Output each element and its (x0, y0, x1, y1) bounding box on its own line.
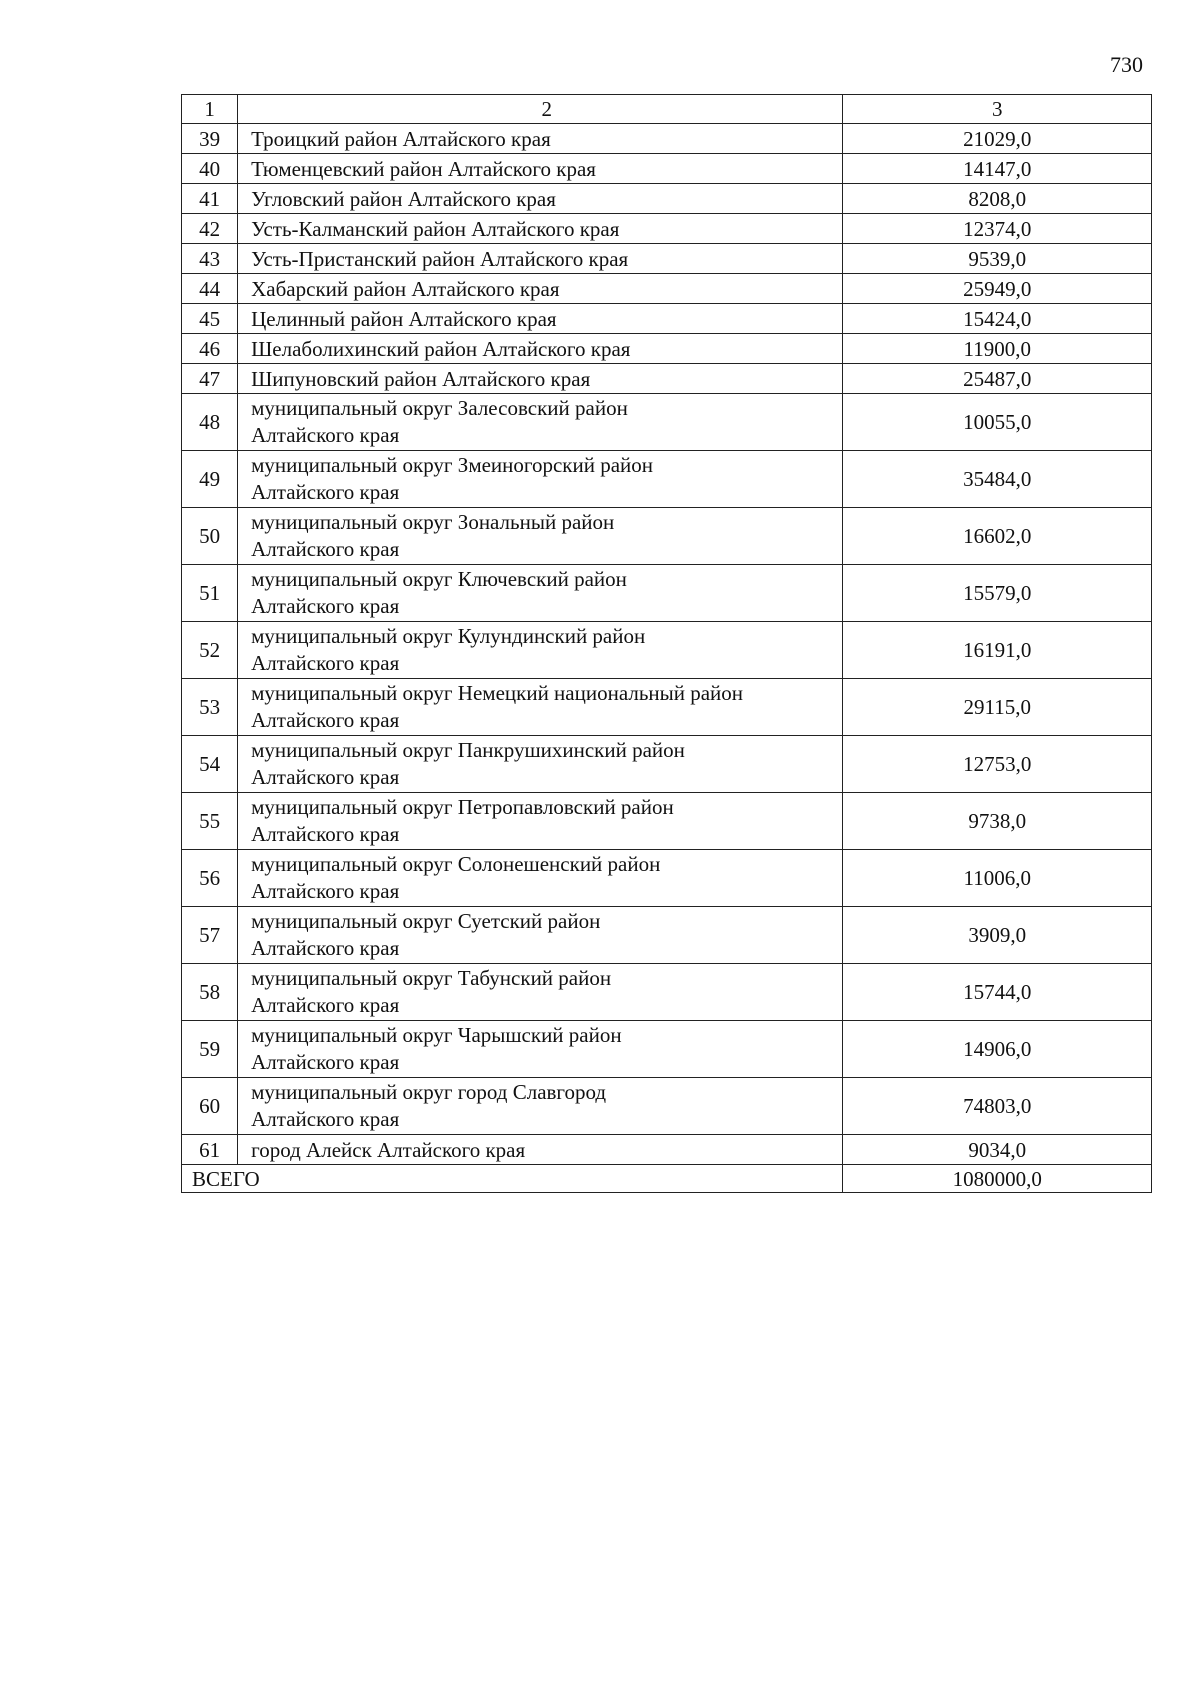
table-row (182, 184, 1152, 214)
table-row (182, 1078, 1152, 1135)
row-name (238, 304, 843, 334)
row-name-line: Алтайского края (251, 1050, 400, 1074)
row-number: 57 (182, 907, 238, 964)
row-value: 10055,0 (843, 394, 1152, 451)
row-name (238, 394, 843, 451)
row-name (238, 244, 843, 274)
row-name (238, 508, 843, 565)
row-name (238, 793, 843, 850)
row-value: 11006,0 (843, 850, 1152, 907)
table-row (182, 508, 1152, 565)
row-number: 39 (182, 124, 238, 154)
row-name-line: Тюменцевский район Алтайского края (251, 156, 596, 181)
row-name-line: Алтайского края (251, 879, 400, 903)
row-value: 74803,0 (843, 1078, 1152, 1135)
row-name-line: Алтайского края (251, 765, 400, 789)
row-value: 9738,0 (843, 793, 1152, 850)
row-number: 42 (182, 214, 238, 244)
row-name-line: Алтайского края (251, 651, 400, 675)
row-name-line: муниципальный округ Зональный район (251, 510, 615, 534)
row-value: 16191,0 (843, 622, 1152, 679)
row-value: 25949,0 (843, 274, 1152, 304)
row-name-line: муниципальный округ Кулундинский район (251, 624, 646, 648)
row-name-line: Алтайского края (251, 993, 400, 1017)
row-number: 40 (182, 154, 238, 184)
row-name-line: Усть-Пристанский район Алтайского края (251, 246, 629, 271)
row-name (238, 214, 843, 244)
row-number: 47 (182, 364, 238, 394)
row-value: 29115,0 (843, 679, 1152, 736)
row-name-line: Угловский район Алтайского края (251, 186, 556, 211)
row-name (238, 736, 843, 793)
row-number: 51 (182, 565, 238, 622)
table-row (182, 364, 1152, 394)
row-name (238, 679, 843, 736)
row-name (238, 184, 843, 214)
row-name (238, 451, 843, 508)
table-row (182, 565, 1152, 622)
row-number: 54 (182, 736, 238, 793)
row-name (238, 622, 843, 679)
row-name-line: муниципальный округ Солонешенский район (251, 852, 661, 876)
row-value: 15579,0 (843, 565, 1152, 622)
row-value: 9034,0 (843, 1135, 1152, 1165)
row-name-line: муниципальный округ Петропавловский район (251, 795, 674, 819)
row-name-line: муниципальный округ Немецкий национальный район (251, 681, 744, 705)
row-name-line: Целинный район Алтайского края (251, 306, 557, 331)
row-number: 53 (182, 679, 238, 736)
table-row (182, 334, 1152, 364)
row-name (238, 274, 843, 304)
allocation-table (181, 94, 1152, 1193)
table-row (182, 736, 1152, 793)
row-value: 25487,0 (843, 364, 1152, 394)
row-number: 45 (182, 304, 238, 334)
table-row (182, 907, 1152, 964)
row-name-line: Алтайского края (251, 423, 400, 447)
row-value: 35484,0 (843, 451, 1152, 508)
table-row (182, 622, 1152, 679)
row-name-line: муниципальный округ Чарышский район (251, 1023, 622, 1047)
row-value: 3909,0 (843, 907, 1152, 964)
table-row (182, 793, 1152, 850)
row-name (238, 850, 843, 907)
row-value: 14906,0 (843, 1021, 1152, 1078)
table-row (182, 274, 1152, 304)
row-name-line: Алтайского края (251, 822, 400, 846)
row-name-line: Троицкий район Алтайского края (251, 126, 551, 151)
table-row (182, 394, 1152, 451)
table-row (182, 964, 1152, 1021)
row-name-line: Алтайского края (251, 708, 400, 732)
row-name (238, 334, 843, 364)
row-number: 59 (182, 1021, 238, 1078)
row-name (238, 907, 843, 964)
header-col-1: 1 (182, 95, 238, 124)
row-value: 21029,0 (843, 124, 1152, 154)
row-name-line: Алтайского края (251, 537, 400, 561)
row-number: 55 (182, 793, 238, 850)
row-number: 44 (182, 274, 238, 304)
page-number: 730 (1110, 52, 1143, 77)
row-name-line: Алтайского края (251, 480, 400, 504)
total-value: 1080000,0 (843, 1165, 1152, 1193)
table-row (182, 679, 1152, 736)
row-number: 48 (182, 394, 238, 451)
header-col-2: 2 (238, 95, 843, 124)
row-name-line: муниципальный округ Залесовский район (251, 396, 628, 420)
table-row (182, 451, 1152, 508)
row-name-line: Алтайского края (251, 1107, 400, 1131)
row-name-line: муниципальный округ Ключевский район (251, 567, 627, 591)
row-name-line: Шелаболихинский район Алтайского края (251, 336, 631, 361)
table-row (182, 850, 1152, 907)
row-name (238, 1021, 843, 1078)
row-name-line: муниципальный округ Суетский район (251, 909, 601, 933)
table-row (182, 1021, 1152, 1078)
table-row (182, 214, 1152, 244)
row-value: 14147,0 (843, 154, 1152, 184)
row-name (238, 964, 843, 1021)
row-number: 61 (182, 1135, 238, 1165)
row-value: 15424,0 (843, 304, 1152, 334)
header-col-3: 3 (843, 95, 1152, 124)
row-value: 12374,0 (843, 214, 1152, 244)
row-value: 12753,0 (843, 736, 1152, 793)
row-name-line: муниципальный округ Табунский район (251, 966, 612, 990)
row-value: 16602,0 (843, 508, 1152, 565)
row-name-line: муниципальный округ Змеиногорский район (251, 453, 654, 477)
row-name-line: Алтайского края (251, 936, 400, 960)
row-name (238, 364, 843, 394)
row-number: 41 (182, 184, 238, 214)
table-row (182, 154, 1152, 184)
row-number: 60 (182, 1078, 238, 1135)
row-number: 50 (182, 508, 238, 565)
row-name-line: муниципальный округ город Славгород (251, 1080, 607, 1104)
total-label: ВСЕГО (182, 1165, 843, 1193)
row-name-line: Шипуновский район Алтайского края (251, 366, 591, 391)
table-row (182, 124, 1152, 154)
row-name-line: муниципальный округ Панкрушихинский район (251, 738, 685, 762)
total-row (182, 1165, 1152, 1193)
row-name (238, 1078, 843, 1135)
table-row (182, 304, 1152, 334)
table-header-row (182, 95, 1152, 124)
table-row (182, 1135, 1152, 1165)
row-number: 49 (182, 451, 238, 508)
row-number: 43 (182, 244, 238, 274)
row-value: 11900,0 (843, 334, 1152, 364)
row-number: 56 (182, 850, 238, 907)
row-name (238, 565, 843, 622)
row-number: 52 (182, 622, 238, 679)
table-row (182, 244, 1152, 274)
row-number: 58 (182, 964, 238, 1021)
row-name (238, 124, 843, 154)
row-name-line: Усть-Калманский район Алтайского края (251, 216, 620, 241)
row-value: 9539,0 (843, 244, 1152, 274)
row-name-line: Алтайского края (251, 594, 400, 618)
row-name-line: Хабарский район Алтайского края (251, 276, 560, 301)
row-number: 46 (182, 334, 238, 364)
row-name (238, 1135, 843, 1165)
table-body (182, 95, 1152, 1193)
row-value: 15744,0 (843, 964, 1152, 1021)
row-value: 8208,0 (843, 184, 1152, 214)
row-name (238, 154, 843, 184)
row-name-line: город Алейск Алтайского края (251, 1137, 526, 1162)
